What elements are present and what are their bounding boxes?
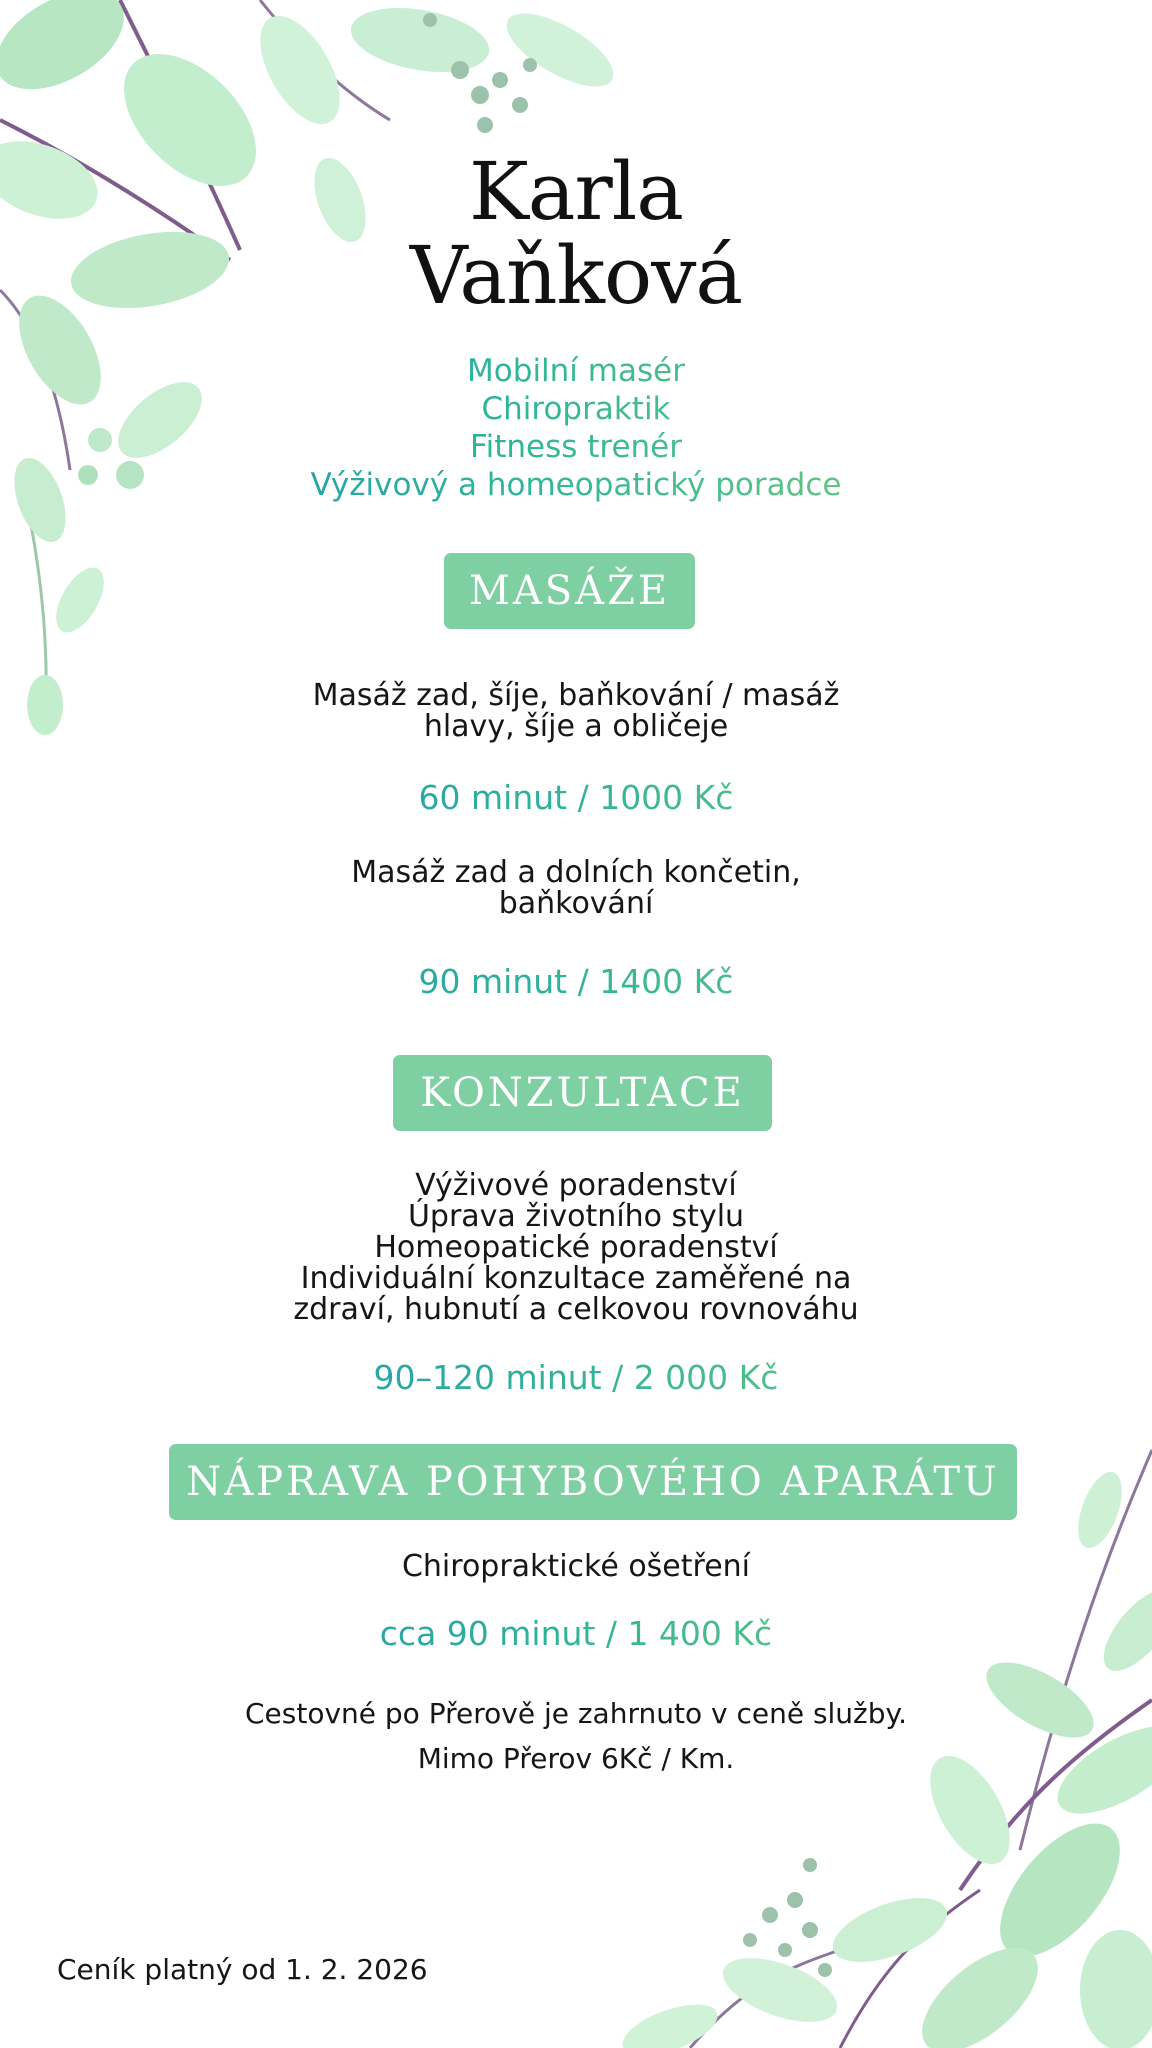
consultation-price: 90–120 minut / 2 000 Kč xyxy=(0,1358,1152,1398)
consultation-line-1: Výživové poradenství xyxy=(415,1168,737,1203)
massage-item-2-line-1: Masáž zad a dolních končetin, xyxy=(351,855,801,890)
price-list-validity: Ceník platný od 1. 2. 2026 xyxy=(57,1953,428,1986)
role-nutrition-advisor: Výživový a homeopatický poradce xyxy=(0,466,1152,504)
consultation-line-5: zdraví, hubnutí a celkovou rovnováhu xyxy=(293,1292,859,1327)
travel-note-line-2: Mimo Přerov 6Kč / Km. xyxy=(417,1742,735,1775)
massage-item-2-line-2: baňkování xyxy=(498,886,654,921)
name-first-line: Karla xyxy=(469,145,683,238)
consultation-line-4: Individuální konzultace zaměřené na xyxy=(300,1261,852,1296)
massage-item-1-price: 60 minut / 1000 Kč xyxy=(0,778,1152,818)
chiropractic-price: cca 90 minut / 1 400 Kč xyxy=(0,1614,1152,1654)
chiropractic-item: Chiropraktické ošetření xyxy=(401,1549,751,1584)
section-header-massages: MASÁŽE xyxy=(444,553,695,629)
travel-note-line-1: Cestovné po Přerově je zahrnuto v ceně služby. xyxy=(244,1697,908,1730)
section-header-consultations: KONZULTACE xyxy=(393,1055,772,1131)
section-header-chiropractic: NÁPRAVA POHYBOVÉHO APARÁTU xyxy=(169,1444,1017,1520)
consultation-line-2: Úprava životního stylu xyxy=(407,1199,745,1234)
role-chiropractor: Chiropraktik xyxy=(0,390,1152,428)
massage-item-1-line-1: Masáž zad, šíje, baňkování / masáž xyxy=(312,678,840,713)
role-masseur: Mobilní masér xyxy=(0,352,1152,390)
massage-item-1-line-2: hlavy, šíje a obličeje xyxy=(423,709,729,744)
name-last-line: Vaňková xyxy=(409,229,743,322)
role-fitness-trainer: Fitness trenér xyxy=(0,428,1152,466)
consultation-line-3: Homeopatické poradenství xyxy=(374,1230,778,1265)
massage-item-2-price: 90 minut / 1400 Kč xyxy=(0,962,1152,1002)
